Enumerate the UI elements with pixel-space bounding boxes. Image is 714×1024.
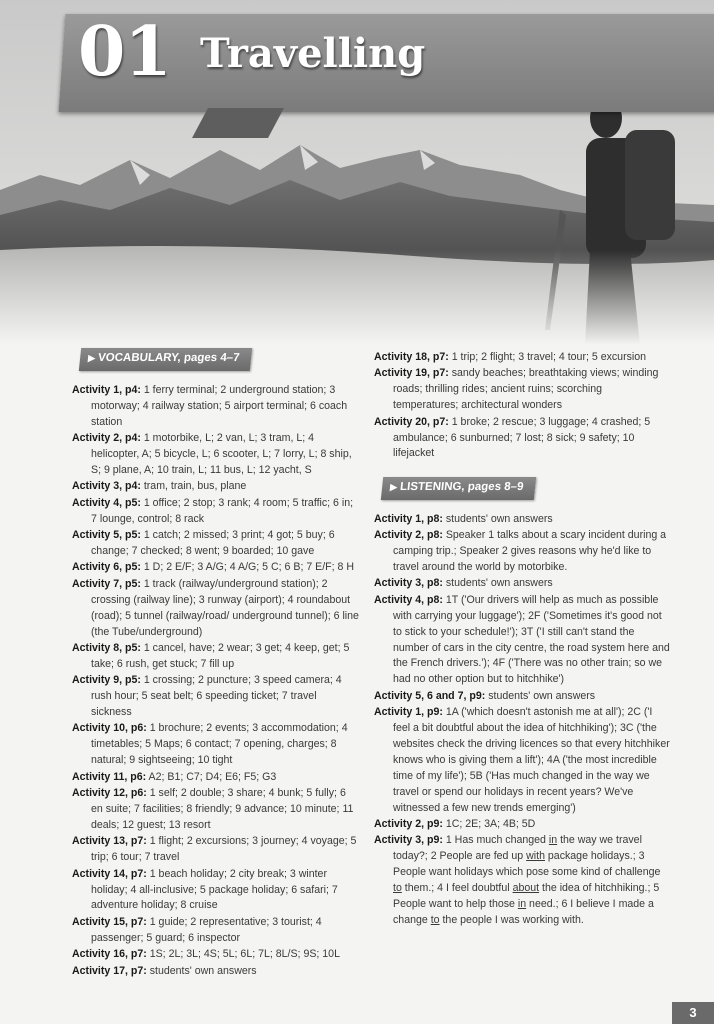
activity-label: Activity 2, p4: <box>72 432 141 445</box>
activity-label: Activity 19, p7: <box>374 367 449 380</box>
activity-answers: 1 guide; 2 representative; 3 tourist; 4 passenger; 5 guard; 6 inspector <box>91 915 322 944</box>
activity-answers: Speaker 1 talks about a scary incident during a camping trip.; Speaker 2 gives reasons why he'd like to travel around the world by motorbike. <box>393 529 667 573</box>
activity-label: Activity 1, p8: <box>374 512 443 525</box>
page-number: 3 <box>672 1002 714 1024</box>
answer-item <box>374 817 670 833</box>
answer-item <box>72 496 360 528</box>
left-column <box>72 348 360 980</box>
activity-answers: students' own answers <box>442 512 553 525</box>
activity-answers: 1A ('which doesn't astonish me at all'); 2C ('I feel a bit doubtful about the idea of hitchhiking'); 3C ('the websites check the driving licences so that every hitchhiker knows who is giving them a lift'); 4A ('the most incredible time of my life'); 5B ('Has much changed in the way we travel or spend our holidays in recent years? We've witnessed a few new trends emerging') <box>393 706 670 814</box>
activity-answers: 1 self; 2 double; 3 share; 4 bunk; 5 fully; 6 en suite; 7 facilities; 8 friendly; 9 advance; 10 minute; 11 deals; 12 guest; 13 resort <box>91 787 354 831</box>
activity-label: Activity 18, p7: <box>374 351 449 363</box>
activity-label: Activity 5, 6 and 7, p9: <box>374 689 486 702</box>
hero-photo <box>0 0 714 345</box>
activity-label: Activity 1, p9: <box>374 706 443 719</box>
activity-answers: 1 ferry terminal; 2 underground station; 3 motorway; 4 railway station; 5 airport terminal; 6 coach station <box>91 383 348 428</box>
answer-item <box>72 641 360 673</box>
answer-list-vocabulary-continued <box>374 350 670 462</box>
answer-item <box>72 770 360 786</box>
triangle-icon: ▶ <box>87 353 96 363</box>
chapter-title: Travelling <box>200 30 426 77</box>
activity-label: Activity 7, p5: <box>72 577 141 590</box>
activity-label: Activity 2, p8: <box>374 529 443 542</box>
answer-item <box>374 512 670 528</box>
answer-item <box>374 366 670 414</box>
activity-answers: sandy beaches; breathtaking views; winding roads; thrilling rides; ancient ruins; scorching temperatures; architectural wonders <box>393 367 659 412</box>
activity-answers: 1 trip; 2 flight; 3 travel; 4 tour; 5 excursion <box>448 351 647 363</box>
activity-label: Activity 6, p5: <box>72 561 141 574</box>
answer-item <box>72 577 360 641</box>
activity-label: Activity 15, p7: <box>72 915 147 928</box>
activity-label: Activity 8, p5: <box>72 641 141 654</box>
activity-answers: 1C; 2E; 3A; 4B; 5D <box>442 817 536 830</box>
activity-label: Activity 2, p9: <box>374 817 443 830</box>
activity-answers: 1 brochure; 2 events; 3 accommodation; 4 timetables; 5 Maps; 6 contact; 7 opening, charges; 8 natural; 9 sightseeing; 10 tight <box>91 722 348 767</box>
activity-label: Activity 3, p4: <box>72 480 141 493</box>
answer-item <box>72 867 360 915</box>
answer-item <box>374 705 670 816</box>
activity-answers: 1 track (railway/underground station); 2 crossing (railway line); 3 runway (airport); 4 roundabout (road); 5 tunnel (railway/road/ underground tunnel); 6 line (the Tube/underground) <box>91 577 359 638</box>
answer-item <box>72 383 360 431</box>
answer-item <box>72 528 360 560</box>
activity-answers: 1 D; 2 E/F; 3 A/G; 4 A/G; 5 C; 6 B; 7 E/F; 8 H <box>140 561 355 574</box>
answer-item <box>72 673 360 721</box>
activity-answers: 1 motorbike, L; 2 van, L; 3 tram, L; 4 helicopter, A; 5 bicycle, L; 6 scooter, L; 7 lorry, L; 8 ship, S; 9 plane, A; 10 train, L; 11 bus, L; 12 yacht, S <box>91 432 352 476</box>
activity-label: Activity 1, p4: <box>72 383 141 396</box>
answer-item <box>72 431 360 479</box>
answer-item <box>374 528 670 576</box>
activity-answers: 1 Has much changed in the way we travel today?; 2 People are fed up with package holidays.; 3 People want holidays which pose some kind of challenge to them.; 4 I feel doubtful about the idea of hitchhiking.; 5 People want to help those in need.; 6 I believe I made a change to the people I was working with. <box>393 834 661 926</box>
section-heading-vocabulary: ▶ VOCABULARY, pages 4–7 <box>79 348 253 371</box>
activity-label: Activity 4, p8: <box>374 593 443 606</box>
activity-answers: students' own answers <box>485 689 596 702</box>
activity-answers: students' own answers <box>442 577 553 590</box>
activity-answers: 1S; 2L; 3L; 4S; 5L; 6L; 7L; 8L/S; 9S; 10L <box>146 948 340 961</box>
answer-item <box>72 721 360 769</box>
answer-item <box>72 947 360 963</box>
activity-answers: A2; B1; C7; D4; E6; F5; G3 <box>146 770 277 783</box>
activity-label: Activity 5, p5: <box>72 529 141 542</box>
activity-answers: 1 beach holiday; 2 city break; 3 winter holiday; 4 all-inclusive; 5 package holiday; 6 safari; 7 adventure holiday; 8 cruise <box>91 867 338 912</box>
activity-label: Activity 3, p9: <box>374 834 443 847</box>
right-column <box>374 350 670 929</box>
activity-label: Activity 11, p6: <box>72 770 147 783</box>
answer-item <box>72 560 360 576</box>
activity-label: Activity 17, p7: <box>72 964 147 977</box>
activity-label: Activity 3, p8: <box>374 577 443 590</box>
answer-item <box>72 786 360 834</box>
activity-label: Activity 9, p5: <box>72 674 141 687</box>
answer-item <box>72 915 360 947</box>
banner-fold <box>192 108 284 138</box>
activity-answers: 1 catch; 2 missed; 3 print; 4 got; 5 buy; 6 change; 7 checked; 8 went; 9 boarded; 10 gave <box>91 529 335 557</box>
answer-list-listening <box>374 512 670 929</box>
triangle-icon: ▶ <box>389 481 398 492</box>
answer-item <box>374 576 670 592</box>
answer-item <box>374 350 670 366</box>
chapter-number: 01 <box>78 12 171 92</box>
activity-answers: 1 crossing; 2 puncture; 3 speed camera; 4 rush hour; 5 seat belt; 6 speeding ticket; 7 travel sickness <box>91 674 342 719</box>
activity-answers: students' own answers <box>146 964 257 977</box>
answer-item <box>374 415 670 463</box>
activity-answers: 1 broke; 2 rescue; 3 luggage; 4 crashed; 5 ambulance; 6 sunburned; 7 lost; 8 sick; 9 safety; 10 lifejacket <box>393 415 651 460</box>
answer-item <box>72 964 360 980</box>
answer-item <box>374 593 670 688</box>
activity-label: Activity 13, p7: <box>72 835 147 848</box>
activity-answers: 1 office; 2 stop; 3 rank; 4 room; 5 traffic; 6 in; 7 lounge, control; 8 rack <box>91 496 354 525</box>
answer-item <box>72 479 360 495</box>
activity-label: Activity 10, p6: <box>72 722 147 735</box>
activity-label: Activity 14, p7: <box>72 867 147 880</box>
activity-answers: 1T ('Our drivers will help as much as possible with carrying your luggage'); 2F ('Sometimes it's good not to stick to your schedule!'); 3T ('I still can't stand the number of cars in the city centre, the road system here and the French drivers.'); 4F ('There was no other train; so we had no other option but to hitchhike') <box>393 593 670 686</box>
answer-list-vocabulary <box>72 383 360 980</box>
answer-item <box>72 834 360 866</box>
activity-label: Activity 4, p5: <box>72 496 141 509</box>
activity-label: Activity 16, p7: <box>72 948 147 961</box>
answer-item <box>374 833 670 928</box>
activity-label: Activity 12, p6: <box>72 787 147 800</box>
activity-answers: 1 cancel, have; 2 wear; 3 get; 4 keep, get; 5 take; 6 rush, get stuck; 7 fill up <box>91 641 350 670</box>
section-heading-listening: ▶ LISTENING, pages 8–9 <box>381 477 537 500</box>
answer-item <box>374 689 670 705</box>
activity-answers: tram, train, bus, plane <box>140 480 247 493</box>
activity-answers: 1 flight; 2 excursions; 3 journey; 4 voyage; 5 trip; 6 tour; 7 travel <box>91 835 357 864</box>
activity-label: Activity 20, p7: <box>374 415 449 428</box>
